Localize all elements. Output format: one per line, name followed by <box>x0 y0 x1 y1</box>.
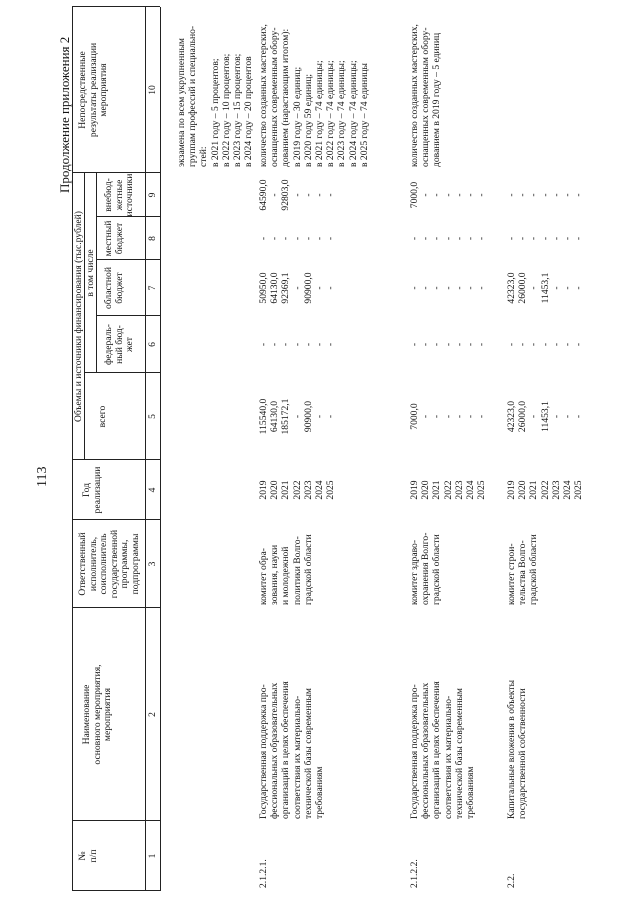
col-number: 1 <box>147 853 158 859</box>
row-responsible: комитет строи- тельства Волго- градской области <box>506 534 540 605</box>
header-funding: Объемы и источники финансирования (тыс.рублей) <box>73 211 84 422</box>
col-number: 6 <box>147 342 158 347</box>
header-year: Год реализации <box>81 466 103 514</box>
row-years: 2019 2020 2021 2022 2023 2024 2025 <box>506 480 585 500</box>
row-federal: - - - - - - - <box>258 342 337 347</box>
row-regional: - - - - - - - <box>409 286 488 290</box>
header-extra: внебюд- жетные источники <box>103 173 135 217</box>
row-total: 42323,0 26000,0 - 11453,1 - - - <box>506 400 585 433</box>
row-local: - - - - - - - <box>409 236 488 241</box>
row-name: Капитальные вложения в объекты государственной собственности <box>506 679 529 819</box>
row-local: - - - - - - - <box>506 236 585 241</box>
col-number: 8 <box>147 236 158 241</box>
row-number: 2.1.2.1. <box>258 859 269 888</box>
row-responsible: комитет обра- зования, науки и молодежной политики Волго- градской области <box>258 534 314 605</box>
row-number: 2.2. <box>506 873 517 888</box>
row-regional: 42323,0 26000,0 - 11453,1 - - - <box>506 272 585 304</box>
row-name: Государственная поддержка про- фессиональных образовательных организаций в целях обеспечения соответствия их материально- технической базы современным требованиям <box>409 681 477 819</box>
row-local: - - - - - - - <box>258 236 337 241</box>
row-extra: 7000,0 - - - - - - <box>409 181 488 209</box>
col-number: 10 <box>147 85 158 95</box>
row-number: 2.1.2.2. <box>409 859 420 888</box>
col-number: 3 <box>147 561 158 567</box>
header-incl: в том числе <box>85 249 96 297</box>
row-total: 7000,0 - - - - - - <box>409 403 488 430</box>
header-name: Наименование основного мероприятия, мероприятия <box>81 664 113 765</box>
carryover-results-text: экзамена по всем укрупненным группам профессий и специально- стей: в 2021 году – 5 процентов; в 2022 году – 10 процентов; в 2023 году – 15 процентов; в 2024 году – 20 процентов <box>176 25 255 167</box>
col-number: 5 <box>147 414 158 419</box>
row-years: 2019 2020 2021 2022 2023 2024 2025 <box>409 480 488 500</box>
row-extra: - - - - - - - <box>506 193 585 197</box>
row-federal: - - - - - - - <box>506 342 585 347</box>
appendix-title: Продолжение приложения 2 <box>57 36 72 193</box>
row-total: 115540,0 64130,0 185172,1 - 90900,0 - - <box>258 398 337 435</box>
row-federal: - - - - - - - <box>409 342 488 347</box>
row-years: 2019 2020 2021 2022 2023 2024 2025 <box>258 480 337 500</box>
row-extra: 64590,0 - 92803,0 - - - - <box>258 179 337 211</box>
header-responsible: Ответственный исполнитель, соисполнитель государственной программы, подпрограммы <box>77 529 141 599</box>
row-responsible: комитет здраво- охранения Волго- градской области <box>409 532 443 605</box>
header-total: всего <box>97 405 108 428</box>
col-number: 9 <box>147 192 158 198</box>
header-local: местный бюджет <box>103 220 125 257</box>
header-results: Непосредственные результаты реализации мероприятия <box>77 42 109 138</box>
row-name: Государственная поддержка про- фессиональных образовательных организаций в целях обеспечения соответствия их материально- технической базы современным требованиям <box>258 681 326 819</box>
page-number: 113 <box>35 466 50 487</box>
header-num: № п/п <box>77 849 99 863</box>
header-regional: областной бюджет <box>103 267 125 310</box>
row-results: количество созданных мастерских, оснащенных современным обору- дованием (нарастающим итогом): в 2019 году – 30 единиц; в 2020 году 59 единиц; в 2021 году – 74 единицы; в 2022 году – 74 единицы; в 2023 году – 74 единицы; в 2024 году – 74 единицы; в 2025 году – 74 единицы <box>258 24 370 167</box>
col-number: 7 <box>147 285 158 291</box>
col-number: 4 <box>147 487 158 493</box>
col-number: 2 <box>147 712 158 717</box>
row-regional: 50950,0 64130,0 92369,1 - 90900,0 - - <box>258 272 337 304</box>
row-results: количество созданных мастерских, оснащенных современным обору- дованием в 2019 году – 5 единиц <box>409 24 443 167</box>
header-federal: федераль- ный бюд- жет <box>103 324 135 365</box>
